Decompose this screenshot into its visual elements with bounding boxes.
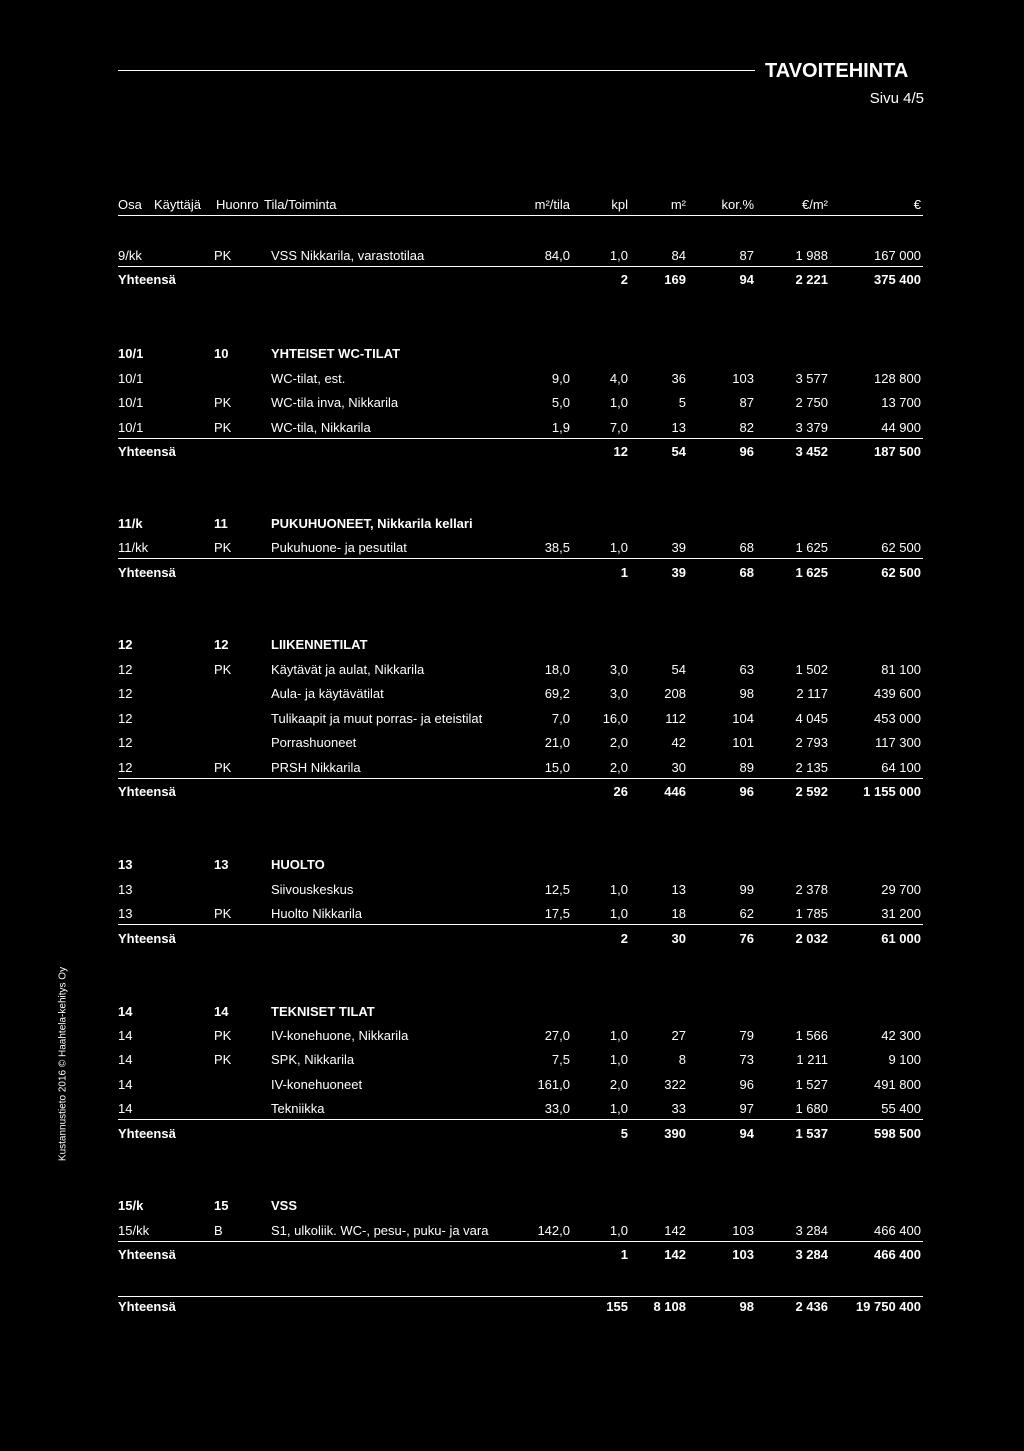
cell-eur: 439 600 (874, 686, 921, 701)
grand-total-m2: 8 108 (653, 1299, 686, 1314)
cell-tila: Käytävät ja aulat, Nikkarila (271, 662, 425, 677)
cell-eurm2: 2 750 (795, 395, 828, 410)
table-row (118, 733, 923, 753)
cell-huon: PK (214, 395, 232, 410)
cell-eurm2: 2 793 (795, 735, 828, 750)
col-huonro: Huonro (216, 197, 259, 212)
section-huonro: 10 (214, 346, 229, 361)
cell-eurm2: 1 566 (795, 1028, 828, 1043)
cell-tila: Tulikaapit ja muut porras- ja eteistilat (271, 711, 483, 726)
cell-kpl: 16,0 (602, 711, 628, 726)
cell-m2tila: 17,5 (544, 906, 570, 921)
cell-tila: Huolto Nikkarila (271, 906, 363, 921)
cell-osa: 14 (118, 1028, 133, 1043)
cell-kor: 87 (739, 395, 754, 410)
total-kpl: 1 (620, 565, 628, 580)
section-osa: 15/k (118, 1198, 144, 1213)
cell-eur: 29 700 (881, 882, 921, 897)
total-m2: 446 (664, 784, 686, 799)
total-label: Yhteensä (118, 444, 176, 459)
section-title: PUKUHUONEET, Nikkarila kellari (271, 516, 473, 531)
total-label: Yhteensä (118, 565, 176, 580)
table-row (118, 1075, 923, 1095)
total-kpl: 12 (613, 444, 628, 459)
cell-kor: 63 (739, 662, 754, 677)
col-eurm2: €/m² (802, 197, 828, 212)
cell-kor: 73 (739, 1052, 754, 1067)
table-row (118, 660, 923, 680)
cell-huon: PK (214, 906, 232, 921)
cell-eur: 117 300 (874, 735, 921, 750)
cell-m2: 84 (671, 248, 686, 263)
cell-osa: 13 (118, 906, 133, 921)
cell-kor: 101 (732, 735, 754, 750)
total-m2: 39 (671, 565, 686, 580)
cell-kpl: 1,0 (609, 1052, 628, 1067)
section-total-row (118, 442, 923, 462)
cell-osa: 12 (118, 686, 133, 701)
table-row (118, 393, 923, 413)
grand-total-eur: 19 750 400 (855, 1299, 921, 1314)
cell-kpl: 3,0 (609, 686, 628, 701)
cell-m2: 54 (671, 662, 686, 677)
col-osa: Osa (118, 197, 142, 212)
cell-m2: 42 (671, 735, 686, 750)
col-eur: € (913, 197, 921, 212)
table-row (118, 709, 923, 729)
section-osa: 11/k (118, 516, 143, 531)
cell-m2: 142 (664, 1223, 686, 1238)
cell-osa: 12 (118, 760, 133, 775)
header-rule (118, 70, 755, 71)
table-row (118, 1050, 923, 1070)
cell-m2: 5 (678, 395, 686, 410)
cell-kpl: 7,0 (609, 420, 628, 435)
cell-eur: 42 300 (881, 1028, 921, 1043)
cell-kpl: 1,0 (609, 882, 628, 897)
cell-kpl: 1,0 (609, 248, 628, 263)
cell-tila: WC-tilat, est. (271, 371, 346, 386)
section-heading-row (118, 514, 923, 534)
cell-m2tila: 7,0 (551, 711, 570, 726)
total-label: Yhteensä (118, 931, 176, 946)
cell-m2: 208 (664, 686, 686, 701)
grand-total-kpl: 155 (606, 1299, 628, 1314)
cell-m2tila: 33,0 (544, 1101, 570, 1116)
section-huonro: 14 (214, 1004, 229, 1019)
cell-osa: 14 (118, 1077, 133, 1092)
cell-eur: 62 500 (881, 540, 921, 555)
cell-tila: IV-konehuoneet (271, 1077, 363, 1092)
cell-kor: 79 (739, 1028, 754, 1043)
cell-tila: PRSH Nikkarila (271, 760, 361, 775)
cell-eur: 44 900 (881, 420, 921, 435)
cell-kor: 62 (739, 906, 754, 921)
col-kayttaja: Käyttäjä (154, 197, 201, 212)
cell-huon: PK (214, 540, 232, 555)
total-eurm2: 2 592 (795, 784, 828, 799)
cell-kpl: 2,0 (609, 1077, 628, 1092)
table-row (118, 1099, 923, 1120)
grand-total-label: Yhteensä (118, 1299, 176, 1314)
cell-kpl: 1,0 (609, 540, 628, 555)
cell-kpl: 1,0 (609, 1028, 628, 1043)
cell-m2tila: 84,0 (544, 248, 570, 263)
total-eur: 1 155 000 (863, 784, 921, 799)
cell-osa: 13 (118, 882, 133, 897)
cell-eur: 9 100 (888, 1052, 921, 1067)
cell-eurm2: 1 680 (795, 1101, 828, 1116)
cell-osa: 10/1 (118, 420, 144, 435)
cell-kor: 87 (739, 248, 754, 263)
cell-tila: Tekniikka (271, 1101, 325, 1116)
total-kor: 96 (739, 784, 754, 799)
total-kor: 94 (739, 272, 754, 287)
table-row (118, 758, 923, 779)
cell-osa: 11/kk (118, 540, 149, 555)
cell-m2tila: 12,5 (544, 882, 570, 897)
cell-kpl: 4,0 (609, 371, 628, 386)
col-tila: Tila/Toiminta (264, 197, 337, 212)
section-huonro: 11 (214, 516, 228, 531)
cell-kpl: 1,0 (609, 906, 628, 921)
section-total-row (118, 1124, 923, 1144)
cell-m2: 13 (671, 882, 686, 897)
cell-tila: Siivouskeskus (271, 882, 354, 897)
cell-huon: PK (214, 248, 232, 263)
section-total-row (118, 782, 923, 802)
cell-kpl: 2,0 (609, 760, 628, 775)
cell-m2tila: 142,0 (537, 1223, 570, 1238)
cell-eurm2: 3 577 (795, 371, 828, 386)
cell-eurm2: 2 117 (796, 686, 828, 701)
total-kpl: 2 (620, 272, 628, 287)
cell-kor: 82 (739, 420, 754, 435)
section-heading-row (118, 635, 923, 655)
page-number: Sivu 4/5 (869, 90, 924, 107)
cell-m2: 33 (671, 1101, 686, 1116)
cell-m2tila: 9,0 (551, 371, 570, 386)
total-kor: 96 (739, 444, 754, 459)
table-row (118, 246, 923, 267)
total-eur: 187 500 (874, 444, 921, 459)
table-row (118, 1026, 923, 1046)
table-row (118, 538, 923, 559)
cell-kor: 68 (739, 540, 754, 555)
cell-tila: Pukuhuone- ja pesutilat (271, 540, 407, 555)
cell-eur: 128 800 (874, 371, 921, 386)
total-m2: 142 (664, 1247, 686, 1262)
cell-tila: VSS Nikkarila, varastotilaa (271, 248, 425, 263)
cell-kor: 97 (739, 1101, 754, 1116)
cell-m2tila: 15,0 (544, 760, 570, 775)
cell-kpl: 3,0 (609, 662, 628, 677)
total-eur: 466 400 (874, 1247, 921, 1262)
cell-kpl: 1,0 (609, 395, 628, 410)
total-kor: 94 (739, 1126, 754, 1141)
cell-eurm2: 1 988 (795, 248, 828, 263)
cell-kor: 96 (739, 1077, 754, 1092)
cell-m2tila: 69,2 (544, 686, 570, 701)
total-m2: 54 (671, 444, 686, 459)
section-heading-row (118, 1002, 923, 1022)
col-m2: m² (670, 197, 686, 212)
cell-m2tila: 21,0 (544, 735, 570, 750)
cell-eur: 31 200 (881, 906, 921, 921)
cell-m2tila: 1,9 (551, 420, 570, 435)
section-title: VSS (271, 1198, 298, 1213)
cell-m2: 322 (664, 1077, 686, 1092)
total-eurm2: 2 032 (795, 931, 828, 946)
cell-huon: PK (214, 1028, 232, 1043)
cell-kor: 103 (732, 1223, 754, 1238)
total-m2: 390 (664, 1126, 686, 1141)
table-row (118, 684, 923, 704)
cell-m2: 18 (671, 906, 686, 921)
cell-eurm2: 3 284 (795, 1223, 828, 1238)
cell-huon: B (214, 1223, 223, 1238)
total-kpl: 26 (613, 784, 628, 799)
total-label: Yhteensä (118, 272, 176, 287)
cell-eurm2: 4 045 (795, 711, 828, 726)
section-osa: 14 (118, 1004, 133, 1019)
section-title: LIIKENNETILAT (271, 637, 368, 652)
col-m2tila: m²/tila (534, 197, 570, 212)
cell-huon: PK (214, 760, 232, 775)
cell-tila: SPK, Nikkarila (271, 1052, 355, 1067)
cell-m2: 13 (671, 420, 686, 435)
cell-osa: 12 (118, 662, 133, 677)
cell-eurm2: 2 135 (795, 760, 828, 775)
cell-eurm2: 3 379 (795, 420, 828, 435)
table-row (118, 880, 923, 900)
total-eur: 62 500 (881, 565, 921, 580)
cell-m2tila: 161,0 (537, 1077, 570, 1092)
total-label: Yhteensä (118, 1247, 176, 1262)
cell-kor: 104 (732, 711, 754, 726)
cell-m2tila: 7,5 (551, 1052, 570, 1067)
section-osa: 13 (118, 857, 133, 872)
cell-m2: 36 (671, 371, 686, 386)
total-eurm2: 1 625 (795, 565, 828, 580)
total-label: Yhteensä (118, 784, 176, 799)
total-m2: 30 (671, 931, 686, 946)
total-eurm2: 3 284 (795, 1247, 828, 1262)
cell-osa: 10/1 (118, 371, 144, 386)
total-kor: 68 (739, 565, 754, 580)
table-row (118, 369, 923, 389)
cell-osa: 12 (118, 735, 133, 750)
cell-kpl: 2,0 (609, 735, 628, 750)
cell-m2: 27 (671, 1028, 686, 1043)
total-kor: 76 (739, 931, 754, 946)
column-header-row (118, 195, 923, 216)
cell-eurm2: 1 502 (795, 662, 828, 677)
total-kpl: 1 (620, 1247, 628, 1262)
cell-m2tila: 5,0 (551, 395, 570, 410)
cell-kor: 98 (739, 686, 754, 701)
cell-eurm2: 1 527 (795, 1077, 828, 1092)
cell-kor: 89 (739, 760, 754, 775)
cell-m2tila: 27,0 (544, 1028, 570, 1043)
total-kpl: 2 (620, 931, 628, 946)
section-huonro: 12 (214, 637, 229, 652)
cell-eur: 55 400 (881, 1101, 921, 1116)
grand-total-eurm2: 2 436 (795, 1299, 828, 1314)
cell-kpl: 1,0 (609, 1101, 628, 1116)
cell-tila: IV-konehuone, Nikkarila (271, 1028, 409, 1043)
cell-tila: WC-tila, Nikkarila (271, 420, 371, 435)
total-eur: 375 400 (874, 272, 921, 287)
cell-m2tila: 38,5 (544, 540, 570, 555)
cell-osa: 10/1 (118, 395, 144, 410)
section-heading-row (118, 344, 923, 364)
cell-eur: 81 100 (881, 662, 921, 677)
cell-eur: 167 000 (874, 248, 921, 263)
cell-kor: 103 (732, 371, 754, 386)
cell-kor: 99 (739, 882, 754, 897)
section-osa: 12 (118, 637, 133, 652)
cell-m2: 39 (671, 540, 686, 555)
cell-osa: 14 (118, 1052, 133, 1067)
section-title: YHTEISET WC-TILAT (271, 346, 401, 361)
cell-eurm2: 1 625 (795, 540, 828, 555)
section-huonro: 15 (214, 1198, 229, 1213)
cell-tila: Aula- ja käytävätilat (271, 686, 384, 701)
section-total-row (118, 563, 923, 583)
cell-osa: 14 (118, 1101, 133, 1116)
section-osa: 10/1 (118, 346, 144, 361)
cell-eur: 64 100 (881, 760, 921, 775)
col-kpl: kpl (611, 197, 628, 212)
total-label: Yhteensä (118, 1126, 176, 1141)
cell-osa: 9/kk (118, 248, 142, 263)
section-total-row (118, 270, 923, 290)
copyright-side-text: Kustannustieto 2016 © Haahtela-kehitys Oy (57, 966, 69, 1162)
cell-eur: 453 000 (874, 711, 921, 726)
cell-eur: 13 700 (881, 395, 921, 410)
section-title: HUOLTO (271, 857, 325, 872)
total-eurm2: 2 221 (795, 272, 828, 287)
total-eur: 598 500 (874, 1126, 921, 1141)
cell-eurm2: 1 785 (795, 906, 828, 921)
cell-m2: 8 (678, 1052, 686, 1067)
table-row (118, 418, 923, 439)
cell-eur: 466 400 (874, 1223, 921, 1238)
total-m2: 169 (664, 272, 686, 287)
cell-eur: 491 800 (874, 1077, 921, 1092)
cell-eurm2: 1 211 (796, 1052, 828, 1067)
grand-total-row (118, 1296, 923, 1317)
section-huonro: 13 (214, 857, 229, 872)
total-kpl: 5 (620, 1126, 628, 1141)
cell-huon: PK (214, 662, 232, 677)
total-eur: 61 000 (881, 931, 921, 946)
document-title: TAVOITEHINTA (765, 60, 909, 82)
section-heading-row (118, 855, 923, 875)
table-row (118, 1221, 923, 1242)
cell-osa: 15/kk (118, 1223, 150, 1238)
section-heading-row (118, 1196, 923, 1216)
section-total-row (118, 1245, 923, 1265)
cell-osa: 12 (118, 711, 133, 726)
total-eurm2: 1 537 (795, 1126, 828, 1141)
cell-m2: 30 (671, 760, 686, 775)
cell-huon: PK (214, 1052, 232, 1067)
total-eurm2: 3 452 (795, 444, 828, 459)
table-row (118, 904, 923, 925)
cell-eurm2: 2 378 (795, 882, 828, 897)
cell-tila: WC-tila inva, Nikkarila (271, 395, 399, 410)
section-total-row (118, 929, 923, 949)
cell-m2: 112 (665, 711, 686, 726)
section-title: TEKNISET TILAT (271, 1004, 375, 1019)
cell-kpl: 1,0 (609, 1223, 628, 1238)
cell-tila: Porrashuoneet (271, 735, 357, 750)
total-kor: 103 (732, 1247, 754, 1262)
cell-huon: PK (214, 420, 232, 435)
grand-total-kor: 98 (739, 1299, 754, 1314)
cell-tila: S1, ulkoliik. WC-, pesu-, puku- ja vara (271, 1223, 489, 1238)
col-kor: kor.% (721, 197, 754, 212)
cell-m2tila: 18,0 (544, 662, 570, 677)
